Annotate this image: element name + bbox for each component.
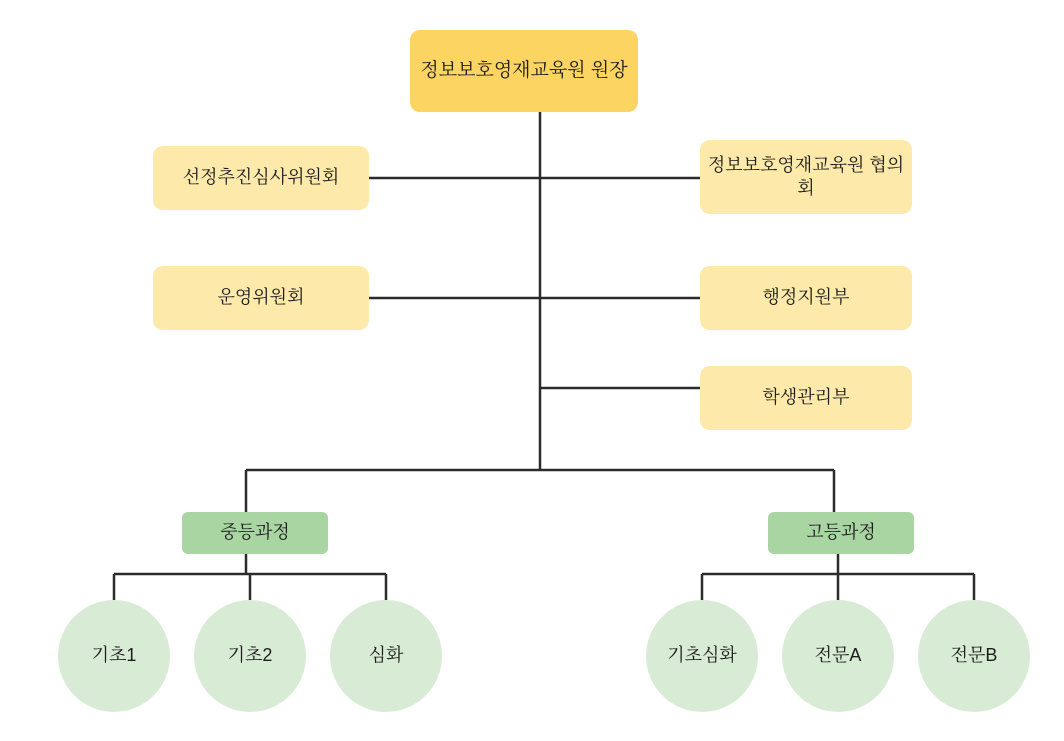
node-mid-c1[interactable] xyxy=(58,600,170,712)
node-mid-c2[interactable] xyxy=(194,600,306,712)
node-left1[interactable] xyxy=(153,146,369,210)
node-label: 중등과정 xyxy=(220,522,290,543)
node-label: 선정추진심사위원회 xyxy=(182,167,340,188)
node-label: 기초2 xyxy=(227,645,273,666)
node-high-c1[interactable] xyxy=(646,600,758,712)
node-dept-mid[interactable] xyxy=(182,512,328,554)
node-label: 운영위원회 xyxy=(217,287,305,308)
node-label: 정보보호영재교육원 협의회 xyxy=(707,154,905,198)
node-label: 행정지원부 xyxy=(762,287,850,308)
node-right3[interactable] xyxy=(700,366,912,430)
node-mid-c3[interactable] xyxy=(330,600,442,712)
node-label: 심화 xyxy=(368,645,404,666)
node-label: 학생관리부 xyxy=(762,387,850,408)
node-root[interactable] xyxy=(410,30,638,112)
node-label: 전문A xyxy=(814,645,862,666)
node-label: 기초1 xyxy=(91,645,137,666)
node-dept-high[interactable] xyxy=(768,512,914,554)
node-label: 정보보호영재교육원 원장 xyxy=(420,59,628,81)
node-high-c3[interactable] xyxy=(918,600,1030,712)
node-right1[interactable] xyxy=(700,140,912,214)
node-high-c2[interactable] xyxy=(782,600,894,712)
node-left2[interactable] xyxy=(153,266,369,330)
node-label: 고등과정 xyxy=(806,522,876,543)
node-right2[interactable] xyxy=(700,266,912,330)
node-label: 기초심화 xyxy=(667,645,737,666)
node-label: 전문B xyxy=(950,645,998,666)
